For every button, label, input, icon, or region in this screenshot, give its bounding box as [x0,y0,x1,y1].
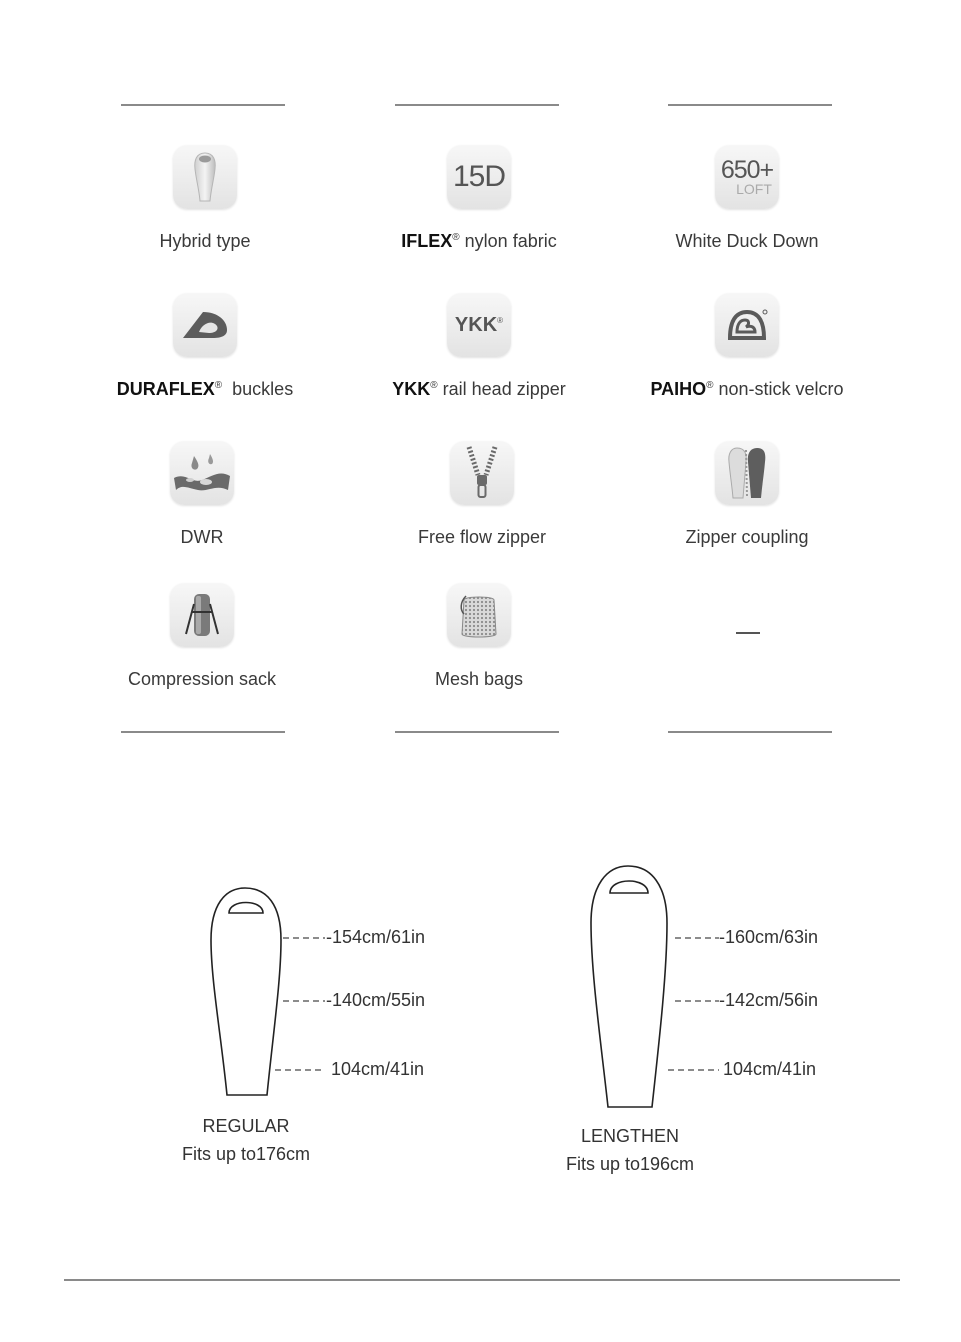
feature-label: Compression sack [127,669,277,689]
mummy-bag-icon [173,145,237,209]
feature-label: Mesh bags [434,669,524,689]
feature-mesh-bags [344,583,614,690]
feature-label: Free flow zipper [417,527,547,547]
footer-divider [64,1279,900,1281]
feature-iflex-fabric [344,145,614,252]
650-loft-icon: 650+ LOFT [715,145,779,209]
zipper-coupling-icon [715,441,779,505]
bottom-divider-1 [121,731,285,733]
feature-label: DWR [180,527,224,547]
feature-label: IFLEX® nylon fabric [401,231,557,251]
empty-feature-dash [736,632,760,634]
regular-foot-measure: 104cm/41in [331,1059,425,1079]
paiho-logo-icon [715,293,779,357]
top-divider-1 [121,104,285,106]
lengthen-bag-outline [587,863,727,1113]
lengthen-caption [530,1122,730,1178]
feature-paiho-velcro [612,293,882,400]
regular-caption [146,1112,346,1168]
top-divider-3 [668,104,832,106]
bottom-divider-3 [668,731,832,733]
feature-hybrid-type [70,145,340,252]
ykk-logo-icon: YKK ® [447,293,511,357]
regular-shoulder-measure: -154cm/61in [326,927,426,947]
lengthen-fit: Fits up to196cm [565,1154,695,1174]
feature-down [612,145,882,252]
water-drop-icon [170,441,234,505]
feature-label: PAIHO® non-stick velcro [650,379,844,399]
regular-hip-measure: -140cm/55in [326,990,426,1010]
feature-duraflex-buckles [70,293,340,400]
feature-label: Zipper coupling [685,527,809,547]
feature-zipper-coupling [612,441,882,548]
feature-label: DURAFLEX® buckles [116,379,294,399]
lengthen-size-name: LENGTHEN [580,1126,679,1146]
feature-compression-sack [67,583,337,690]
duraflex-logo-icon [173,293,237,357]
regular-size-name: REGULAR [202,1116,290,1136]
feature-label: YKK® rail head zipper [392,379,566,399]
zipper-icon [450,441,514,505]
lengthen-foot-measure: 104cm/41in [723,1059,817,1079]
lengthen-hip-measure: -142cm/56in [719,990,819,1010]
feature-label: Hybrid type [159,231,251,251]
15d-icon: 15D [447,145,511,209]
feature-dwr [67,441,337,548]
feature-free-flow-zipper [347,441,617,548]
lengthen-shoulder-measure: -160cm/63in [719,927,819,947]
top-divider-2 [395,104,559,106]
feature-label: White Duck Down [675,231,819,251]
mesh-bag-icon [447,583,511,647]
regular-fit: Fits up to176cm [181,1144,311,1164]
feature-ykk-zipper [344,293,614,400]
regular-bag-outline [205,885,335,1100]
bottom-divider-2 [395,731,559,733]
compression-sack-icon [170,583,234,647]
